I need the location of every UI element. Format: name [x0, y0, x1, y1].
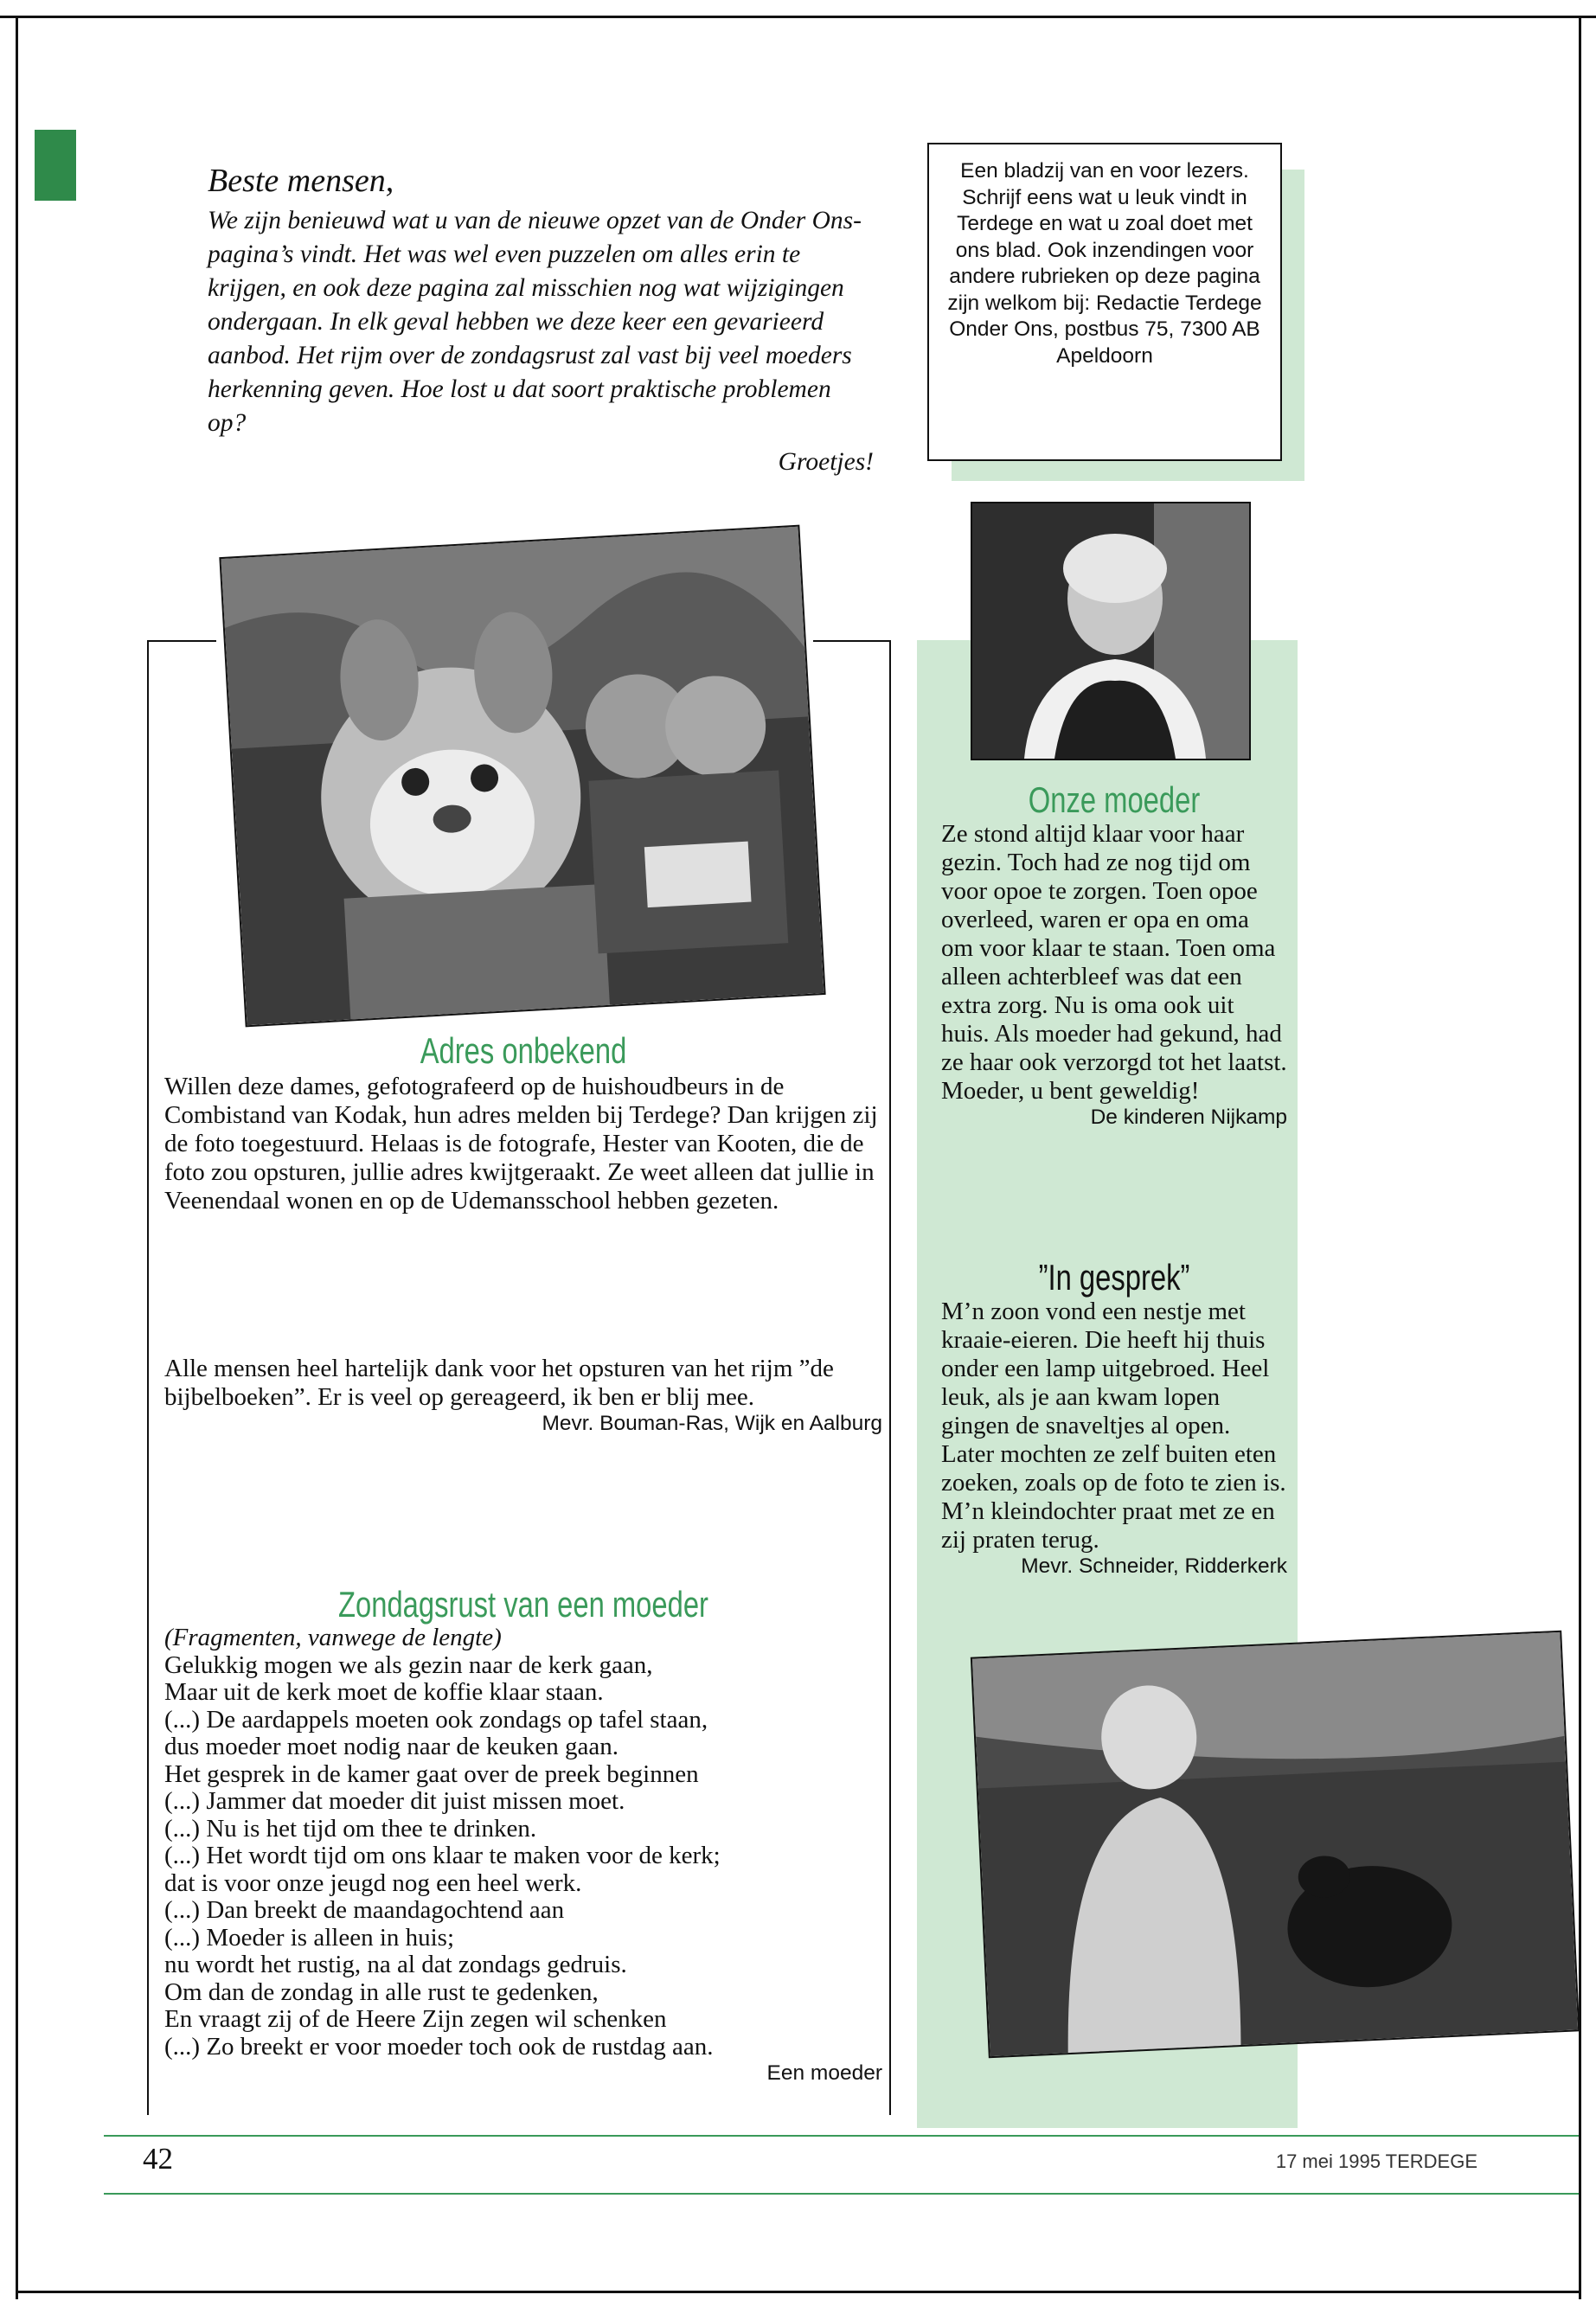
intro-body: We zijn benieuwd wat u van de nieuwe opzet van de Onder Ons-pagina’s vindt. Het was wel even puzzelen om alles erin te krijgen, en ook deze pagina zal misschien nog wat wijzigingen ondergaan. In elk geval hebben we deze keer een gevarieerd aanbod. Het rijm over de zondagsrust zal vast bij veel moeders herkenning geven. Hoe lost u dat soort praktische problemen op? — [208, 207, 862, 437]
thanks-signature: Mevr. Bouman-Ras, Wijk en Aalburg — [542, 1412, 882, 1435]
adres-onbekend-body: Willen deze dames, gefotografeerd op de huishoudbeurs in de Combistand van Kodak, hun adres melden bij Terdege? Dan krijgen zij de foto toegestuurd. Helaas is de fotografe, Hester van Kooten, die de foto zou opsturen, jullie adres kwijtgeraakt. Ze weet alleen dat jullie in Veenendaal wonen en op de Udemansschool hebben gezeten. — [164, 1073, 878, 1215]
page-number: 42 — [143, 2142, 173, 2176]
intro-greeting: Beste mensen, — [208, 163, 394, 199]
notice-box — [927, 143, 1282, 461]
poem-line: (...) Het wordt tijd om ons klaar te maken voor de kerk; — [164, 1842, 721, 1869]
zondagsrust-section — [164, 1585, 882, 2086]
frame-right-line — [1579, 16, 1581, 2299]
mascot-photo — [219, 525, 825, 1028]
in-gesprek-title: ”In gesprek” — [1038, 1257, 1190, 1298]
frame-bottom-line — [16, 2291, 1581, 2293]
poem-line: Gelukkig mogen we als gezin naar de kerk gaan, — [164, 1650, 653, 1679]
poem-line: (...) Nu is het tijd om thee te drinken. — [164, 1814, 537, 1843]
poem-line: nu wordt het rustig, na al dat zondags gedruis. — [164, 1951, 627, 1978]
poem-line: dat is voor onze jeugd nog een heel werk. — [164, 1868, 582, 1897]
poem-line: (...) Dan breekt de maandagochtend aan — [164, 1896, 565, 1924]
in-gesprek-signature: Mevr. Schneider, Ridderkerk — [1021, 1554, 1287, 1578]
poem-line: Het gesprek in de kamer gaat over de preek beginnen — [164, 1759, 699, 1788]
in-gesprek-section — [941, 1258, 1287, 1579]
thanks-body: Alle mensen heel hartelijk dank voor het opsturen van het rijm ”de bijbelboeken”. Er is veel op gereageerd, ik ben er blij mee. — [164, 1355, 834, 1411]
frame-top-line — [0, 16, 1596, 18]
poem-line: En vraagt zij of de Heere Zijn zegen wil schenken — [164, 2005, 667, 2033]
issue-label: 17 mei 1995 TERDEGE — [1275, 2150, 1477, 2172]
child-photo — [971, 1631, 1580, 2059]
left-box-top-left — [147, 640, 216, 642]
poem-line: (...) Zo breekt er voor moeder toch ook de rustdag aan. — [164, 2032, 714, 2061]
footer-bottom-rule — [104, 2193, 1579, 2195]
poem-line: Maar uit de kerk moet de koffie klaar staan. — [164, 1678, 604, 1706]
poem-line: (...) Moeder is alleen in huis; — [164, 1923, 455, 1952]
poem-line: (...) De aardappels moeten ook zondags op tafel staan, — [164, 1705, 708, 1734]
footer-top-rule — [104, 2135, 1579, 2137]
onze-moeder-signature: De kinderen Nijkamp — [1090, 1106, 1287, 1129]
page-marker-icon — [35, 130, 76, 201]
onze-moeder-title: Onze moeder — [1028, 779, 1201, 820]
intro-letter — [208, 161, 874, 479]
zondagsrust-subtitle: (Fragmenten, vanwege de lengte) — [164, 1624, 502, 1651]
left-box-left — [147, 640, 149, 2115]
portrait-photo — [971, 502, 1251, 760]
onze-moeder-body: Ze stond altijd klaar voor haar gezin. Toch had ze nog tijd om voor opoe te zorgen. Toen opoe overleed, waren er opa en oma om voor klaar te staan. Toen oma alleen achterbleef was dat een extra zorg. Nu is oma ook uit huis. Als moeder had gekund, had ze haar ook verzorgd tot het laatst. Moeder, u bent geweldig! — [941, 820, 1287, 1105]
frame-left-line — [16, 16, 18, 2299]
adres-onbekend-section — [164, 1031, 882, 1215]
left-box-right — [889, 640, 891, 2115]
zondagsrust-title: Zondagsrust van een moeder — [338, 1584, 708, 1625]
zondagsrust-signature: Een moeder — [766, 2061, 882, 2085]
poem-line: (...) Jammer dat moeder dit juist missen moet. — [164, 1787, 625, 1815]
in-gesprek-body: M’n zoon vond een nestje met kraaie-eieren. Die heeft hij thuis onder een lamp uitgebroed. Heel leuk, als je aan kwam lopen gingen de snaveltjes al open. Later mochten ze zelf buiten eten zoeken, zoals op de foto te zien is. M’n kleindochter praat met ze en zij praten terug. — [941, 1298, 1286, 1554]
poem-lines — [164, 1652, 882, 2061]
thanks-section — [164, 1355, 882, 1436]
notice-text: Een bladzij van en voor lezers. Schrijf eens wat u leuk vindt in Terdege en wat u zoal doet met ons blad. Ook inzendingen voor andere rubrieken op deze pagina zijn welkom bij: Redactie Terdege Onder Ons, postbus 75, 7300 AB Apeldoorn — [947, 159, 1262, 368]
onze-moeder-section — [941, 780, 1287, 1130]
mascot-photo-icon — [221, 527, 824, 1025]
intro-closing: Groetjes! — [778, 448, 874, 476]
left-box-top-right — [813, 640, 891, 642]
portrait-photo-icon — [972, 503, 1249, 759]
child-photo-icon — [972, 1632, 1578, 2056]
poem-line: Om dan de zondag in alle rust te gedenken, — [164, 1977, 599, 2006]
poem-line: dus moeder moet nodig naar de keuken gaan. — [164, 1733, 619, 1760]
adres-onbekend-title: Adres onbekend — [420, 1030, 627, 1071]
